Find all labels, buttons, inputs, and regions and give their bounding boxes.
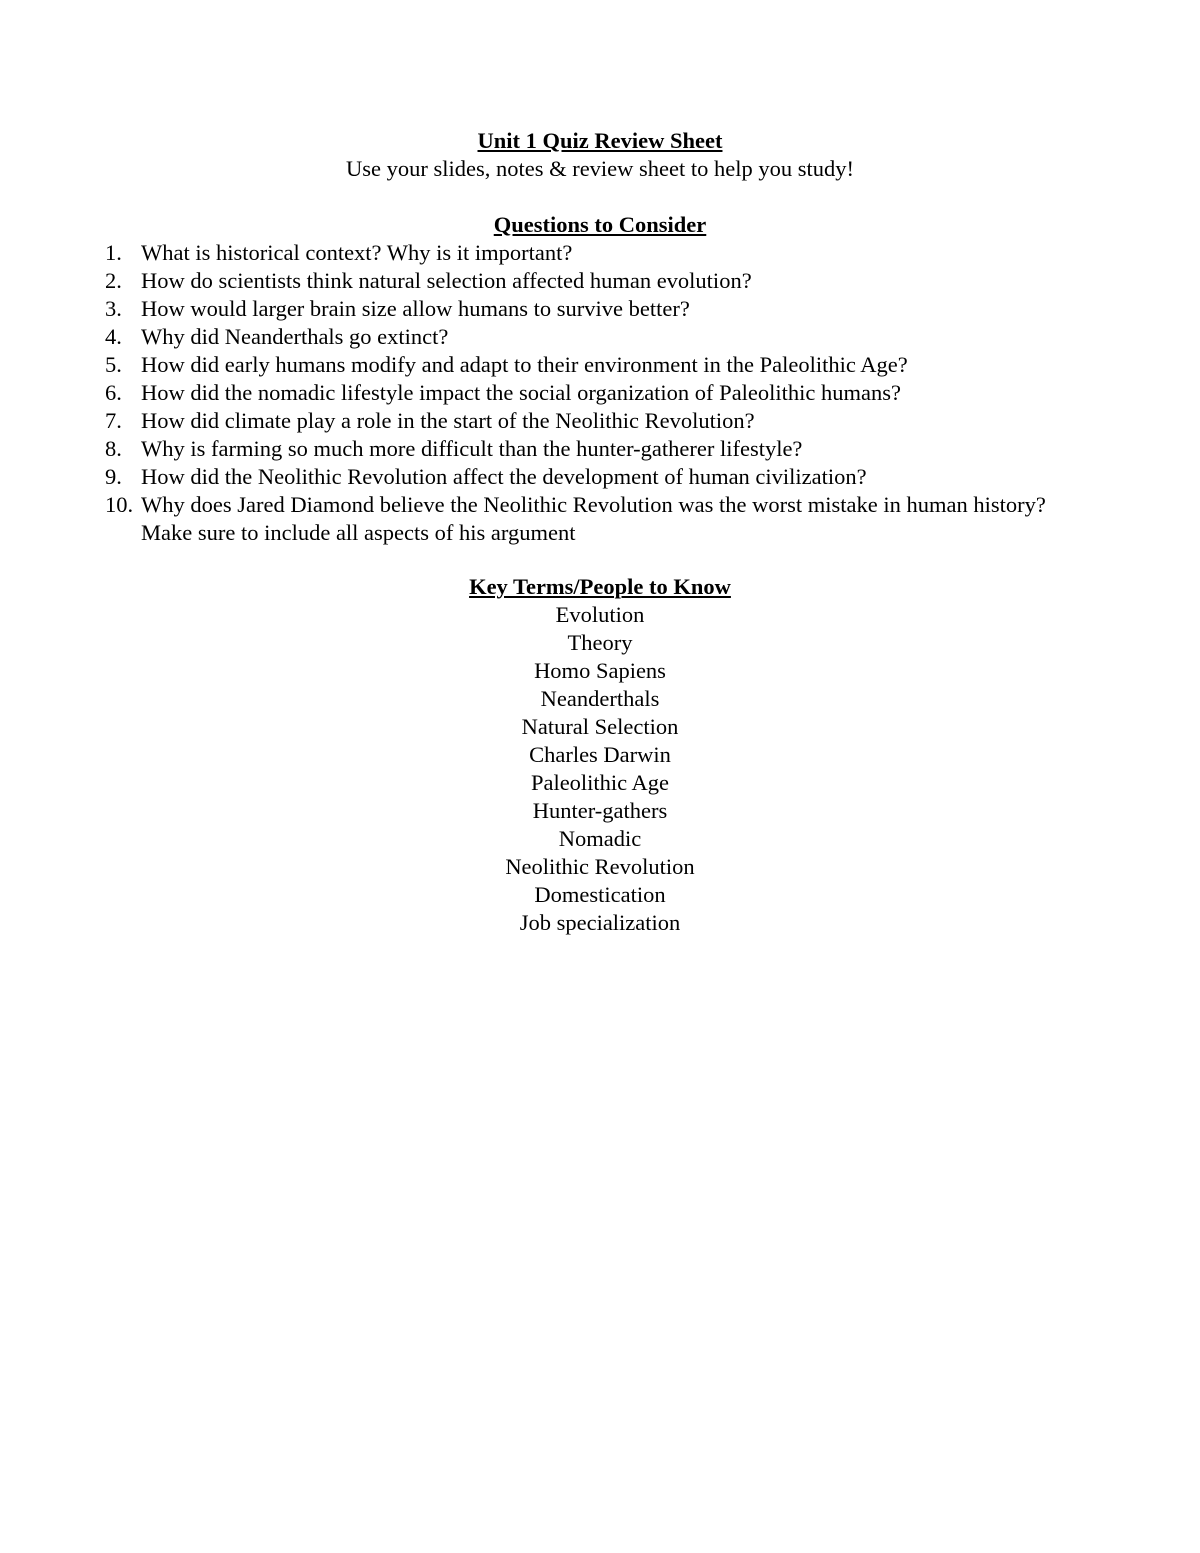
question-text: Why is farming so much more difficult than the hunter-gatherer lifestyle?	[141, 436, 803, 461]
question-number: 3.	[105, 296, 122, 321]
question-number: 10.	[105, 492, 134, 517]
question-text: Why did Neanderthals go extinct?	[141, 324, 449, 349]
key-term: Theory	[567, 630, 633, 655]
question-item	[0, 379, 1200, 407]
question-number: 2.	[105, 268, 122, 293]
question-number: 1.	[105, 240, 122, 265]
key-term: Domestication	[534, 882, 666, 907]
question-number: 5.	[105, 352, 122, 377]
key-term: Nomadic	[558, 826, 642, 851]
key-term: Homo Sapiens	[534, 658, 666, 683]
key-term: Natural Selection	[521, 714, 679, 739]
key-term: Job specialization	[519, 910, 681, 935]
question-item	[0, 295, 1200, 323]
page-subtitle: Use your slides, notes & review sheet to help you study!	[345, 156, 855, 181]
key-terms-list	[0, 601, 1200, 937]
question-item	[0, 323, 1200, 351]
key-term: Neolithic Revolution	[505, 854, 695, 879]
question-item	[0, 407, 1200, 435]
question-number: 8.	[105, 436, 122, 461]
key-term: Charles Darwin	[529, 742, 671, 767]
question-text: How did the Neolithic Revolution affect the development of human civilization?	[141, 464, 867, 489]
question-number: 9.	[105, 464, 122, 489]
question-text: How do scientists think natural selection affected human evolution?	[141, 268, 752, 293]
key-terms-heading: Key Terms/People to Know	[469, 574, 731, 599]
question-number: 7.	[105, 408, 122, 433]
question-text: How would larger brain size allow humans to survive better?	[141, 296, 690, 321]
key-term: Paleolithic Age	[530, 770, 670, 795]
page-title: Unit 1 Quiz Review Sheet	[477, 128, 723, 153]
question-text: How did the nomadic lifestyle impact the social organization of Paleolithic humans?	[141, 380, 902, 405]
question-text: How did climate play a role in the start of the Neolithic Revolution?	[141, 408, 755, 433]
key-term: Neanderthals	[540, 686, 660, 711]
question-number: 6.	[105, 380, 122, 405]
question-text: What is historical context? Why is it important?	[141, 240, 573, 265]
questions-list	[0, 239, 1200, 547]
questions-heading: Questions to Consider	[493, 212, 707, 237]
question-item	[0, 267, 1200, 295]
key-term: Evolution	[555, 602, 645, 627]
question-number: 4.	[105, 324, 122, 349]
question-item	[0, 463, 1200, 491]
question-item	[0, 435, 1200, 463]
question-text: How did early humans modify and adapt to their environment in the Paleolithic Age?	[141, 352, 908, 377]
key-term: Hunter-gathers	[532, 798, 668, 823]
question-item	[0, 491, 1200, 547]
question-text: Why does Jared Diamond believe the Neolithic Revolution was the worst mistake in human history? Make sure to include all aspects of his argument	[141, 492, 1046, 545]
question-item	[0, 351, 1200, 379]
question-item	[0, 239, 1200, 267]
